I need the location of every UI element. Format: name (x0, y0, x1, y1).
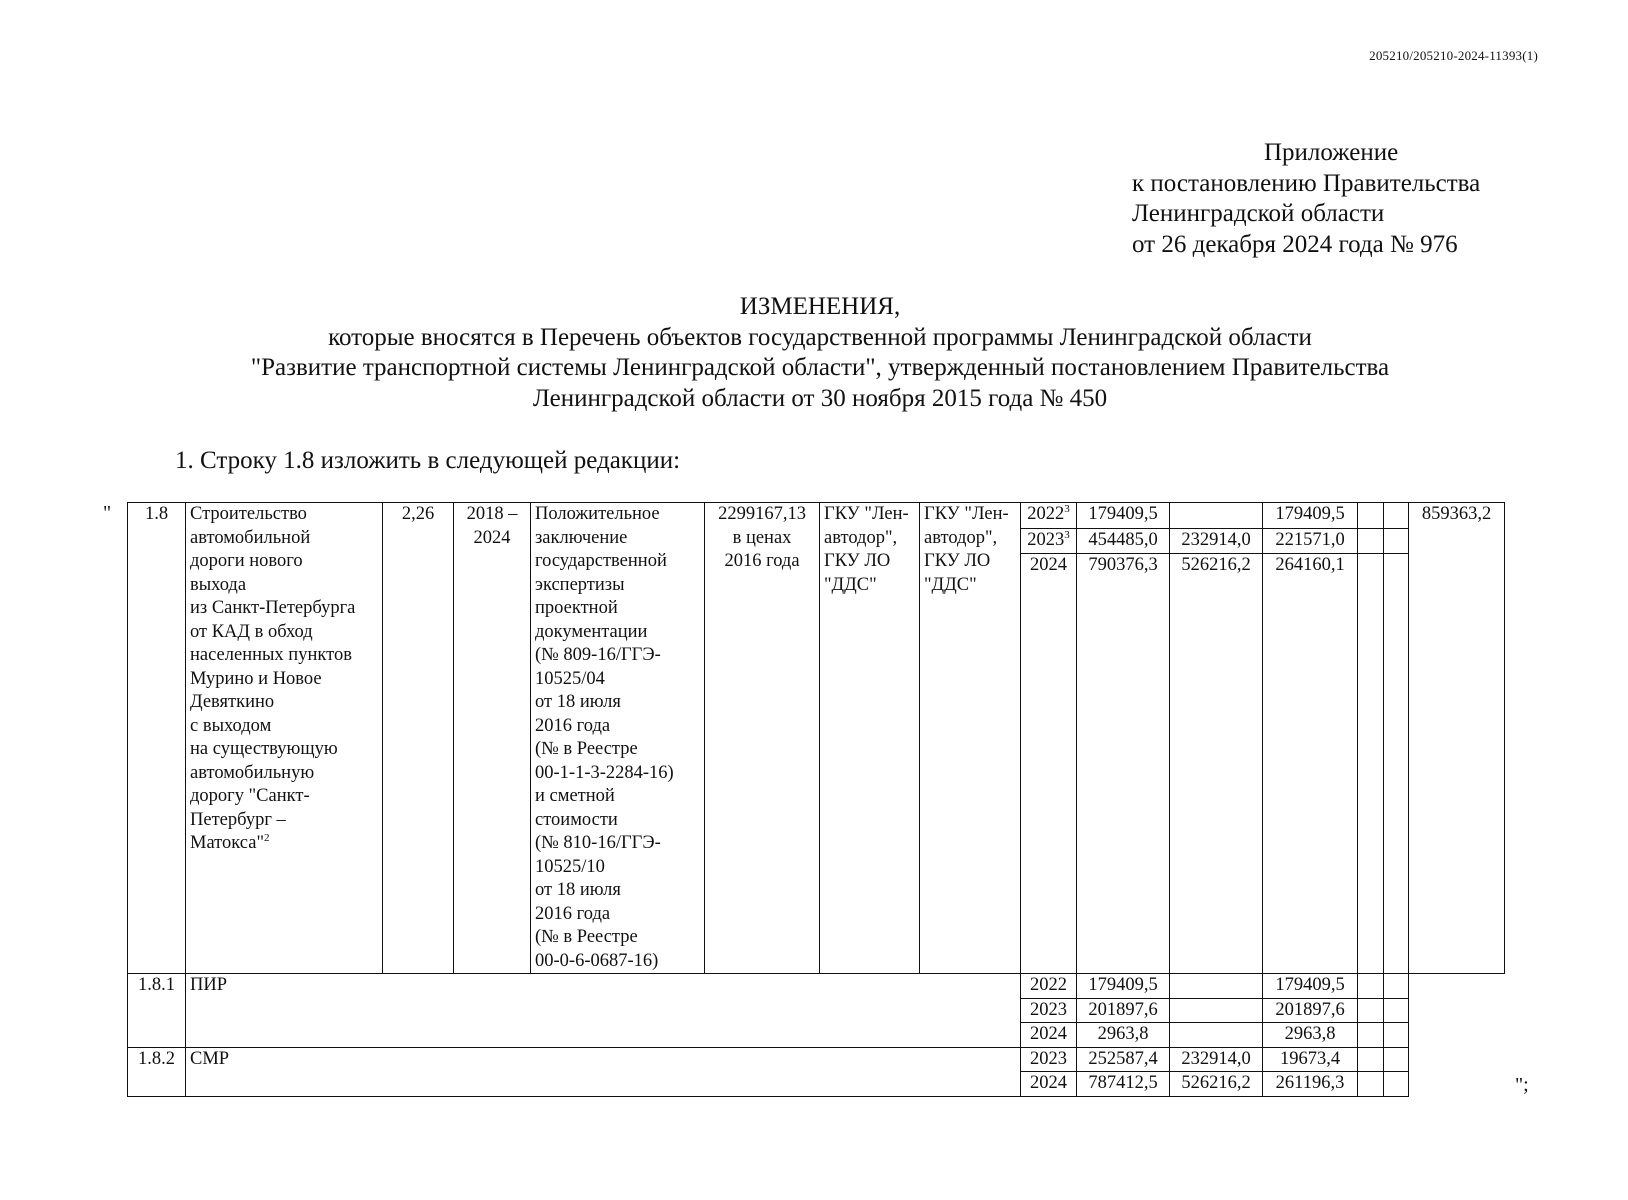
federal-cell (1170, 503, 1263, 529)
total-cell: 179409,5 (1077, 503, 1170, 529)
cell-line: и сметной (535, 786, 615, 806)
remaining-cost-cell: 859363,2 (1409, 503, 1505, 974)
regional-cell: 201897,6 (1263, 998, 1358, 1023)
subtitle-line: которые вносятся в Перечень объектов государственной программы Ленинградской области (328, 323, 1312, 351)
table-row (128, 503, 1505, 529)
empty-cell (1384, 528, 1409, 554)
year-cell: 2024 (1021, 1072, 1077, 1097)
regional-cell: 2963,8 (1263, 1023, 1358, 1048)
cell-line: с выходом (190, 715, 272, 736)
document-id: 205210/205210-2024-11393(1) (1369, 48, 1538, 63)
length-cell: 2,26 (383, 503, 454, 974)
total-cell: 2963,8 (1077, 1023, 1170, 1048)
regional-cell: 264160,1 (1263, 554, 1358, 974)
year-cell: 2023 (1021, 998, 1077, 1023)
total-cell: 252587,4 (1077, 1047, 1170, 1072)
cell-line: экспертизы (535, 574, 625, 595)
cell-line: 2299167,13 (718, 504, 806, 524)
cell-line: (№ 809-16/ГГЭ- (535, 645, 661, 665)
regional-cell: 179409,5 (1263, 974, 1358, 999)
empty-cell (1358, 1047, 1384, 1072)
cell-line: Матокса"$^2$ (190, 831, 270, 853)
objects-table (127, 502, 1505, 1097)
cell-line: автодор", (924, 527, 998, 548)
cell-line: от КАД в обход (190, 621, 313, 642)
doc-title: ИЗМЕНЕНИЯ, (739, 293, 901, 320)
subitem-name: ПИР (186, 974, 1021, 1048)
empty-cell (1358, 1023, 1384, 1048)
federal-cell (1170, 974, 1263, 999)
developer-cell (920, 503, 1021, 974)
cell-line: дорогу "Санкт- (190, 786, 310, 806)
cell-line: ГКУ "Лен- (824, 504, 909, 524)
empty-cell (1358, 554, 1384, 974)
table-row (128, 974, 1505, 999)
approval-line: Ленинградской области (1132, 200, 1385, 227)
object-name-cell (186, 503, 383, 974)
empty-cell (1384, 1047, 1409, 1072)
title-block (200, 292, 1440, 414)
approval-block (1132, 138, 1480, 260)
year-cell: 2023$^3$ (1021, 528, 1077, 554)
cell-line: автомобильной (190, 527, 311, 548)
cell-line: 2016 года (724, 551, 800, 571)
empty-cell (1384, 503, 1409, 529)
total-cell: 790376,3 (1077, 554, 1170, 974)
regional-cell: 19673,4 (1263, 1047, 1358, 1072)
cell-line: (№ 810-16/ГГЭ- (535, 833, 661, 853)
table-row (128, 1047, 1505, 1072)
empty-cell (1358, 528, 1384, 554)
cost-cell (705, 503, 820, 974)
cell-line: ГКУ ЛО (924, 551, 991, 571)
federal-cell: 526216,2 (1170, 1072, 1263, 1097)
cell-line: заключение (535, 527, 628, 548)
quote-open: " (103, 502, 112, 524)
cell-line: "ДДС" (924, 574, 977, 595)
total-cell: 179409,5 (1077, 974, 1170, 999)
federal-cell (1170, 1023, 1263, 1048)
empty-cell (1358, 974, 1384, 999)
cell-line: 10525/10 (535, 856, 605, 877)
cell-line: документации (535, 621, 648, 642)
cell-line: автомобильную (190, 762, 315, 783)
expertise-doc-cell (531, 503, 705, 974)
cell-line: (№ в Реестре (535, 739, 638, 759)
empty-cell (1358, 1072, 1384, 1097)
period-cell (454, 503, 531, 974)
row-number: 1.8.1 (128, 974, 186, 1048)
empty-cell (1358, 998, 1384, 1023)
subitem-name: СМР (186, 1047, 1021, 1096)
cell-line: из Санкт-Петербурга (190, 598, 356, 618)
federal-cell (1170, 998, 1263, 1023)
subtitle-line: Ленинградской области от 30 ноября 2015 года № 450 (532, 384, 1108, 412)
year-cell: 2022 (1021, 974, 1077, 999)
cell-line: автодор", (824, 527, 898, 548)
cell-line: от 18 июля (535, 880, 621, 900)
cell-line: от 18 июля (535, 692, 621, 712)
cell-line: 2016 года (535, 903, 611, 924)
cell-line: Положительное (535, 504, 660, 524)
approval-line: от 26 декабря 2024 года № 976 (1132, 230, 1458, 258)
federal-cell: 232914,0 (1170, 1047, 1263, 1072)
empty-cell (1384, 1072, 1409, 1097)
cell-line: проектной (535, 598, 618, 618)
cell-line: Девяткино (190, 692, 275, 712)
cell-line: 00-1-1-3-2284-16) (535, 762, 674, 783)
cell-line: Мурино и Новое (190, 668, 322, 689)
year-cell: 2024 (1021, 1023, 1077, 1048)
year-cell: 2022$^3$ (1021, 503, 1077, 529)
row-number: 1.8.2 (128, 1047, 186, 1096)
cell-line: 2016 года (535, 715, 611, 736)
approval-line: к постановлению Правительства (1132, 169, 1481, 197)
federal-cell: 232914,0 (1170, 528, 1263, 554)
empty-cell (1358, 503, 1384, 529)
cell-line: на существующую (190, 739, 338, 759)
empty-cell (1384, 1023, 1409, 1048)
total-cell: 454485,0 (1077, 528, 1170, 554)
quote-close: "; (1515, 1074, 1529, 1096)
empty-cell (1384, 998, 1409, 1023)
cell-line: "ДДС" (824, 574, 877, 595)
cell-line: 00-0-6-0687-16) (535, 950, 659, 971)
empty-cell (1384, 974, 1409, 999)
cell-line: 10525/04 (535, 668, 605, 689)
approval-line: Приложение (1264, 139, 1399, 166)
customer-cell (820, 503, 920, 974)
cell-line: государственной (535, 551, 667, 571)
federal-cell: 526216,2 (1170, 554, 1263, 974)
cell-line: Строительство (190, 504, 307, 524)
regional-cell: 179409,5 (1263, 503, 1358, 529)
row-number: 1.8 (128, 503, 186, 974)
subtitle-line: "Развитие транспортной системы Ленинградской области", утвержденный постановлением Правительства (250, 354, 1390, 381)
cell-line: ГКУ ЛО (824, 551, 891, 571)
cell-line: в ценах (732, 527, 792, 548)
cell-line: выхода (190, 574, 247, 595)
regional-cell: 221571,0 (1263, 528, 1358, 554)
year-cell: 2024 (1021, 554, 1077, 974)
total-cell: 787412,5 (1077, 1072, 1170, 1097)
empty-cell (1384, 554, 1409, 974)
cell-line: Петербург – (190, 809, 286, 830)
cell-line: (№ в Реестре (535, 927, 638, 947)
year-cell: 2023 (1021, 1047, 1077, 1072)
regional-cell: 261196,3 (1263, 1072, 1358, 1097)
cell-line: 2018 – (466, 504, 518, 524)
item-instruction: 1. Строку 1.8 изложить в следующей редакции: (175, 447, 681, 474)
cell-line: населенных пунктов (190, 645, 352, 665)
total-cell: 201897,6 (1077, 998, 1170, 1023)
empty-cell (1409, 974, 1505, 1097)
cell-line: дороги нового (190, 551, 303, 571)
cell-line: 2024 (473, 527, 511, 548)
cell-line: ГКУ "Лен- (924, 504, 1009, 524)
cell-line: стоимости (535, 809, 618, 830)
